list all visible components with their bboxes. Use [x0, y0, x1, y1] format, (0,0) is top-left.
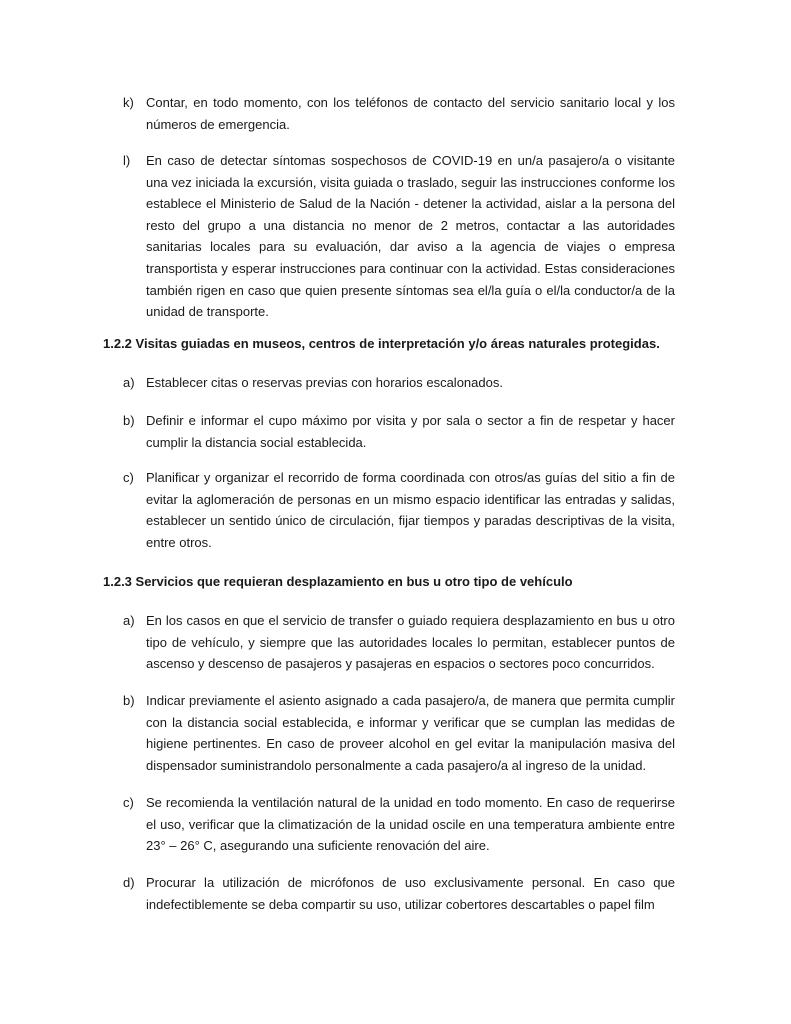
list-item-text: Contar, en todo momento, con los teléfonos de contacto del servicio sanitario local y los números de emergencia.: [146, 95, 675, 132]
list-item-text: Establecer citas o reservas previas con horarios escalonados.: [146, 375, 503, 390]
list-marker: a): [123, 613, 135, 628]
list-marker: l): [123, 153, 131, 168]
list-marker: k): [123, 95, 134, 110]
list-item-d: [123, 872, 675, 915]
list-item-a: [123, 372, 675, 394]
list-item-k: [123, 92, 675, 135]
section-heading-1-2-3: 1.2.3 Servicios que requieran desplazamiento en bus u otro tipo de vehículo: [103, 574, 573, 589]
list-marker: a): [123, 375, 135, 390]
section-heading-1-2-2: 1.2.2 Visitas guiadas en museos, centros de interpretación y/o áreas naturales protegidas.: [103, 336, 660, 351]
list-marker: d): [123, 875, 135, 890]
list-item-b: [123, 410, 675, 453]
list-item-text: Se recomienda la ventilación natural de la unidad en todo momento. En caso de requerirse el uso, verificar que la climatización de la unidad oscile en una temperatura ambiente entre 23° – 26° C, asegurando una suficiente renovación del aire.: [146, 795, 675, 854]
list-item-text: Procurar la utilización de micrófonos de uso exclusivamente personal. En caso que indefectiblemente se deba compartir su uso, utilizar cobertores descartables o papel film: [146, 875, 675, 912]
list-item-l: [123, 150, 675, 323]
list-item-text: Definir e informar el cupo máximo por visita y por sala o sector a fin de respetar y hacer cumplir la distancia social establecida.: [146, 413, 675, 450]
list-item-text: En los casos en que el servicio de transfer o guiado requiera desplazamiento en bus u otro tipo de vehículo, y siempre que las autoridades locales lo permitan, establecer puntos de ascenso y descenso de pasajeros y pasajeras en espacios o sectores poco concurridos.: [146, 613, 675, 672]
list-marker: b): [123, 413, 135, 428]
list-item-b: [123, 690, 675, 776]
list-marker: b): [123, 693, 135, 708]
list-item-text: Indicar previamente el asiento asignado a cada pasajero/a, de manera que permita cumplir con la distancia social establecida, e informar y verificar que se cumplan las medidas de higiene pertinentes. En caso de proveer alcohol en gel evitar la manipulación masiva del dispensador suministrandolo personalmente a cada pasajero/a al ingreso de la unidad.: [146, 693, 675, 773]
list-item-c: [123, 792, 675, 857]
list-marker: c): [123, 795, 134, 810]
list-item-a: [123, 610, 675, 675]
list-marker: c): [123, 470, 134, 485]
list-item-text: En caso de detectar síntomas sospechosos de COVID-19 en un/a pasajero/a o visitante una vez iniciada la excursión, visita guiada o traslado, seguir las instrucciones conforme los establece el Ministerio de Salud de la Nación - detener la actividad, aislar a la persona del resto del grupo a una distancia no menor de 2 metros, contactar a las autoridades sanitarias locales para su evaluación, dar aviso a la agencia de viajes o empresa transportista y esperar instrucciones para continuar con la actividad. Estas consideraciones también rigen en caso que quien presente síntomas sea el/la guía o el/la conductor/a de la unidad de transporte.: [146, 153, 675, 320]
list-item-text: Planificar y organizar el recorrido de forma coordinada con otros/as guías del sitio a fin de evitar la aglomeración de personas en un mismo espacio identificar las entradas y salidas, establecer un sentido único de circulación, fijar tiempos y paradas descriptivas de la visita, entre otros.: [146, 470, 675, 550]
list-item-c: [123, 467, 675, 553]
